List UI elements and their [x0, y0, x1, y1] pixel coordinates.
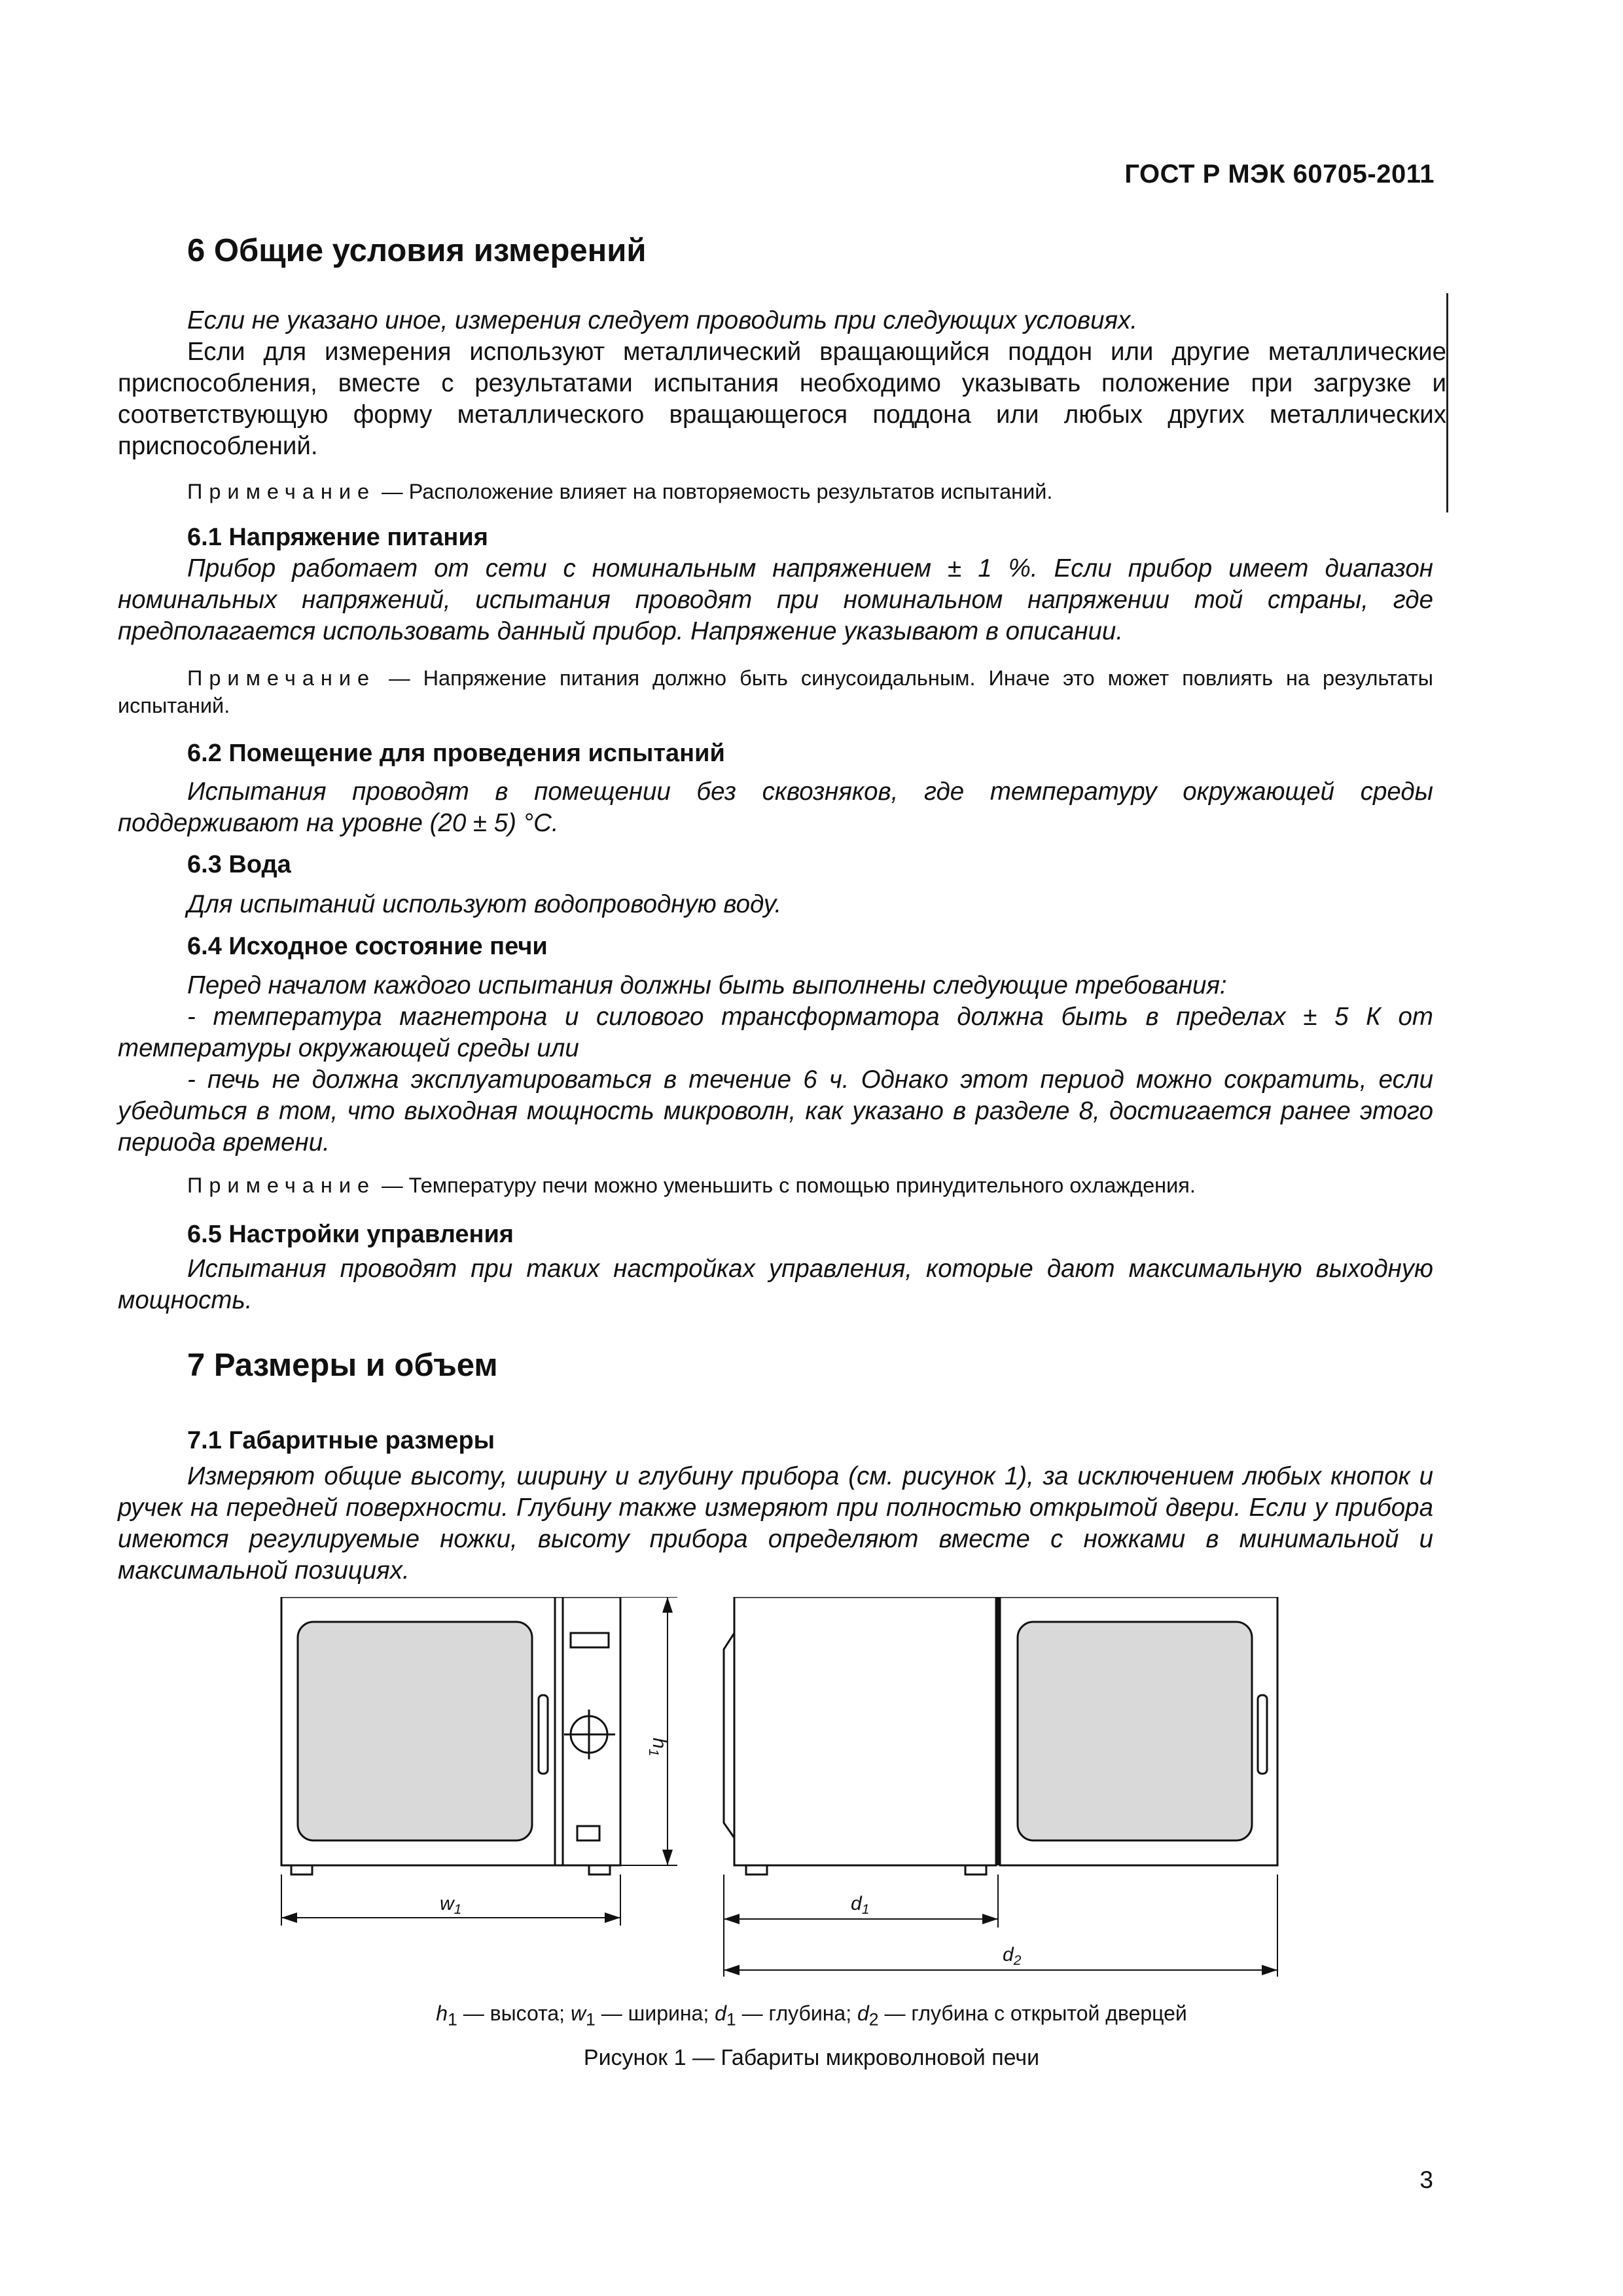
label-d2: $d_2$: [1003, 1944, 1022, 1968]
section-6-4-title: 6.4 Исходное состояние печи: [187, 933, 548, 960]
section-6-1-note: Примечание — Напряжение питания должно быть синусоидальным. Иначе это может повлиять на результаты испытаний.: [118, 666, 1433, 717]
side-view: [724, 1597, 1277, 1874]
section-7-1-title: 7.1 Габаритные размеры: [187, 1427, 495, 1454]
figure-legend: $h_1$ — высота; $w_1$ — ширина; $d_1$ — глубина; $d_2$ — глубина с открытой дверцей: [436, 2001, 1187, 2030]
label-h1: $h_1$: [646, 1738, 670, 1757]
section-6-4-text-1: Перед началом каждого испытания должны быть выполнены следующие требования:: [187, 971, 1227, 999]
figure-microwave-dimensions: [262, 1597, 1296, 1990]
section-6-paragraph: Если для измерения используют металлический вращающийся поддон или другие металлические приспособления, вместе с результатами испытания необходимо указывать положение при загрузке и соответствующую форму металлического вращающегося поддона или любых других металлических приспособлений.: [118, 338, 1446, 460]
section-6-5-title: 6.5 Настройки управления: [187, 1221, 514, 1248]
section-6-intro: Если не указано иное, измерения следует проводить при следующих условиях.: [187, 306, 1138, 334]
section-6-2-title: 6.2 Помещение для проведения испытаний: [187, 740, 725, 767]
section-6-3-title: 6.3 Вода: [187, 851, 291, 878]
section-6-3-text: Для испытаний используют водопроводную воду.: [187, 890, 782, 918]
section-7-title: 7 Размеры и объем: [187, 1348, 498, 1383]
label-w1: $w_1$: [440, 1893, 462, 1917]
section-6-title: 6 Общие условия измерений: [187, 233, 647, 268]
section-6-2-text: Испытания проводят в помещении без сквозняков, где температуру окружающей среды поддерживают на уровне (20 ± 5) °С.: [118, 778, 1433, 837]
section-7-1-text: Измеряют общие высоту, ширину и глубину прибора (см. рисунок 1), за исключением любых кнопок и ручек на передней поверхности. Глубину также измеряют при полностью открытой двери. Если у прибора имеются регулируемые ножки, высоту прибора определяют вместе с ножками в минимальной и максимальной позициях.: [118, 1462, 1433, 1585]
front-view: [281, 1597, 620, 1874]
change-bar: [1446, 293, 1448, 512]
section-6-4-note: Примечание — Температуру печи можно уменьшить с помощью принудительного охлаждения.: [187, 1174, 1196, 1197]
figure-caption: Рисунок 1 — Габариты микроволновой печи: [583, 2045, 1040, 2070]
section-6-4-text-2: - температура магнетрона и силового трансформатора должна быть в пределах ± 5 К от температуры окружающей среды или: [118, 1003, 1433, 1062]
section-6-5-text: Испытания проводят при таких настройках управления, которые дают максимальную выходную мощность.: [118, 1255, 1433, 1314]
page-number: 3: [1419, 2166, 1433, 2193]
section-6-1-text: Прибор работает от сети с номинальным напряжением ± 1 %. Если прибор имеет диапазон номинальных напряжений, испытания проводят при номинальном напряжении той страны, где предполагается использовать данный прибор. Напряжение указывают в описании.: [118, 554, 1433, 645]
section-6-note: Примечание — Расположение влияет на повторяемость результатов испытаний.: [187, 480, 1053, 503]
label-d1: $d_1$: [851, 1893, 870, 1917]
document-code: ГОСТ Р МЭК 60705-2011: [1124, 160, 1435, 188]
section-6-1-title: 6.1 Напряжение питания: [187, 524, 488, 551]
section-6-4-text-3: - печь не должна эксплуатироваться в течение 6 ч. Однако этот период можно сократить, если убедиться в том, что выходная мощность микроволн, как указано в разделе 8, достигается ранее этого периода времени.: [118, 1066, 1433, 1157]
